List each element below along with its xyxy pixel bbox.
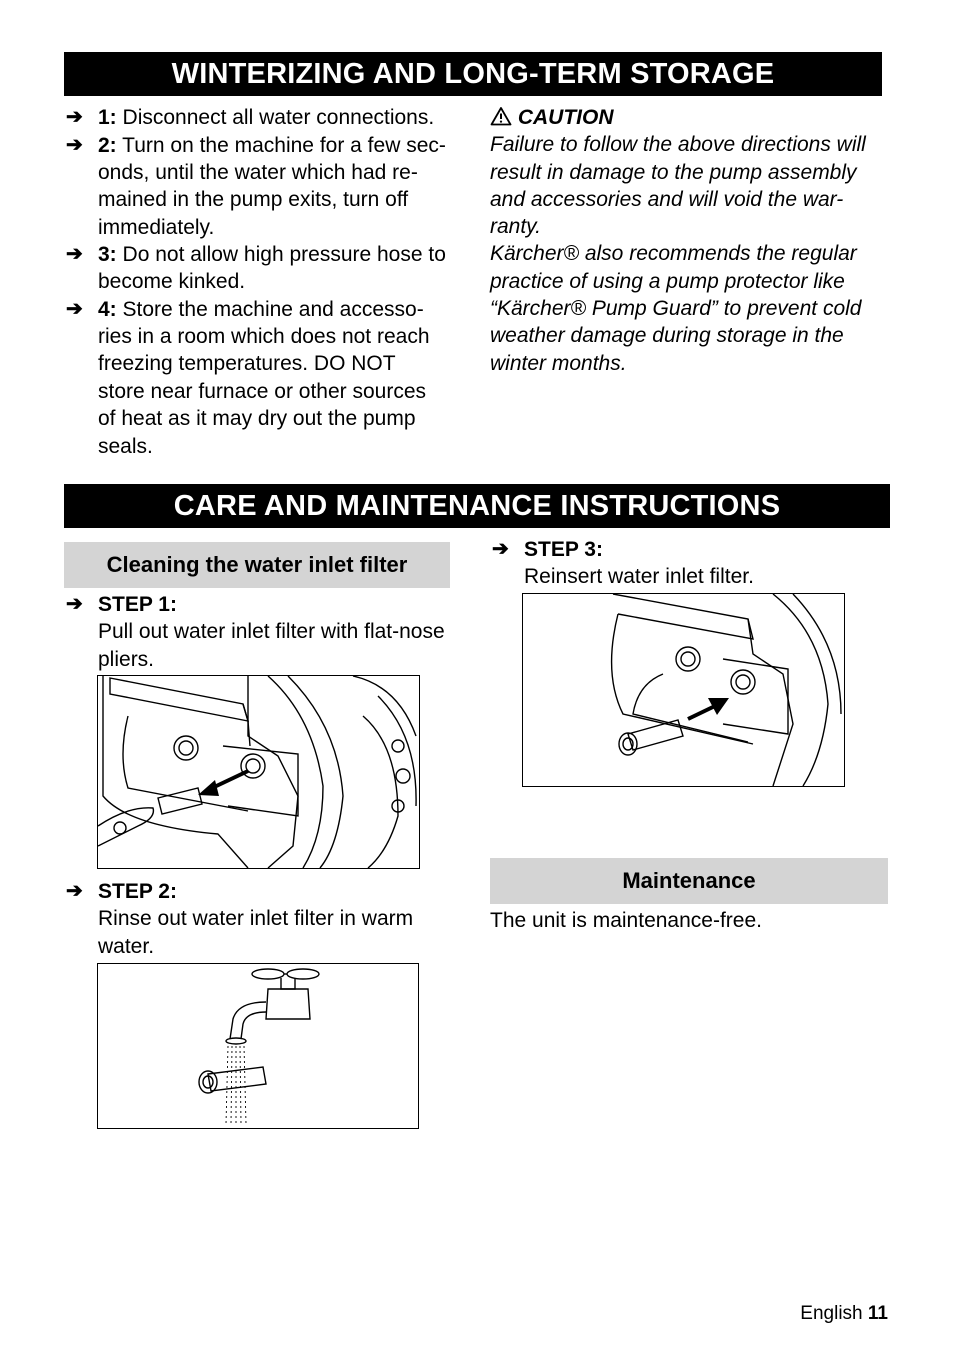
step-number: 2: — [98, 133, 117, 157]
caution-line: result in damage to the pump assembly — [490, 160, 857, 184]
step-text: Store the machine and accesso- — [122, 297, 424, 321]
footer-language: English — [800, 1303, 863, 1324]
step-text: water. — [98, 934, 155, 958]
step-number: 4: — [98, 297, 117, 321]
step-text: Rinse out water inlet filter in warm — [98, 907, 414, 931]
step-text: ries in a room which does not reach — [98, 324, 430, 348]
step-text: mained in the pump exits, turn off — [98, 188, 409, 212]
recommend-line: practice of using a pump protector like — [490, 269, 845, 293]
caution-line: ranty. — [490, 215, 541, 239]
step-text: Disconnect all water connections. — [122, 106, 435, 129]
step-text: Reinsert water inlet filter. — [524, 565, 754, 589]
arrow-right-icon: ➔ — [66, 593, 83, 615]
caution-heading: CAUTION — [517, 106, 614, 129]
step-text: of heat as it may dry out the pump — [98, 407, 416, 431]
step-text: onds, until the water which had re- — [98, 160, 418, 184]
step-text: freezing temperatures. DO NOT — [98, 352, 396, 376]
arrow-right-icon: ➔ — [66, 297, 83, 320]
recommend-line: Kärcher® also recommends the regular — [490, 242, 857, 266]
step-text: pliers. — [98, 647, 155, 671]
step-text: seals. — [98, 434, 153, 458]
recommend-line: weather damage during storage in the — [490, 324, 844, 348]
step-text: immediately. — [98, 215, 215, 239]
caution-line: Failure to follow the above directions will — [490, 133, 866, 157]
step-number: 3: — [98, 243, 117, 266]
arrow-right-icon: ➔ — [492, 538, 509, 560]
recommend-line: winter months. — [490, 351, 627, 375]
page-footer — [800, 1303, 888, 1325]
arrow-right-icon: ➔ — [66, 880, 83, 902]
step-text: store near furnace or other sources — [98, 379, 427, 403]
arrow-right-icon: ➔ — [66, 106, 83, 128]
arrow-right-icon: ➔ — [66, 133, 83, 156]
maintenance-text: The unit is maintenance-free. — [490, 909, 762, 932]
figure-reinsert-filter — [522, 593, 845, 787]
step-number: 1: — [98, 106, 117, 129]
section-title-care: CARE AND MAINTENANCE INSTRUCTIONS — [64, 484, 890, 528]
recommend-line: “Kärcher® Pump Guard” to prevent cold — [490, 297, 862, 321]
page-number: 11 — [867, 1303, 888, 1324]
caution-box — [490, 104, 900, 377]
step-label: STEP 1: — [98, 593, 177, 616]
step-label: STEP 3: — [524, 538, 603, 561]
subheading-cleaning-filter: Cleaning the water inlet filter — [64, 542, 450, 588]
figure-pull-out-filter — [97, 675, 420, 869]
step-text: Turn on the machine for a few sec- — [122, 133, 446, 157]
caution-text — [490, 131, 900, 377]
caution-line: and accessories and will void the war- — [490, 187, 844, 211]
step-text: become kinked. — [98, 270, 246, 294]
subheading-maintenance: Maintenance — [490, 858, 888, 904]
step-label: STEP 2: — [98, 880, 177, 903]
warning-triangle-icon — [490, 106, 512, 126]
figure-rinse-filter — [97, 963, 419, 1129]
step-text: Pull out water inlet filter with flat-nose — [98, 620, 445, 644]
arrow-right-icon: ➔ — [66, 243, 83, 265]
step-text: Do not allow high pressure hose to — [122, 243, 446, 266]
section-title-winterizing: WINTERIZING AND LONG-TERM STORAGE — [64, 52, 882, 96]
